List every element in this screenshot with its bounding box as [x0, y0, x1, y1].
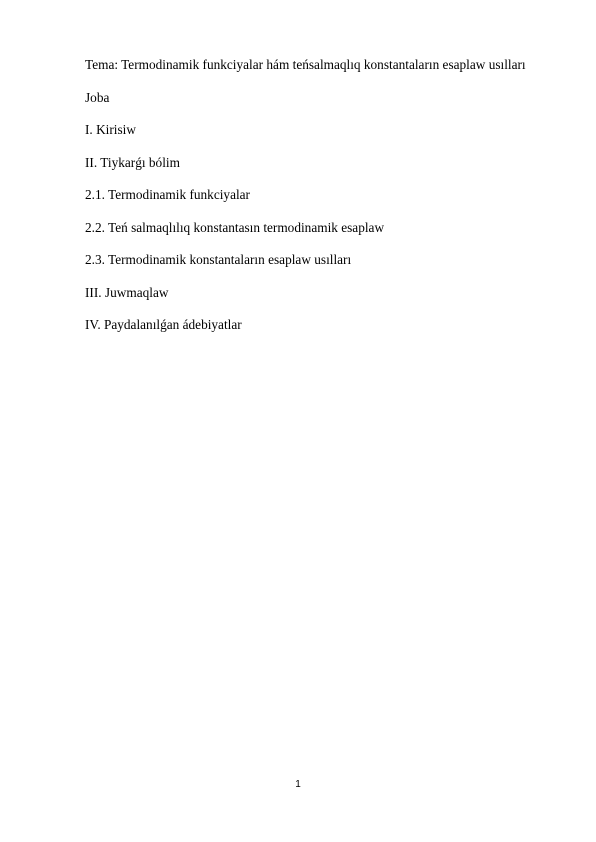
plan-heading: Joba [85, 89, 110, 105]
document-content [85, 57, 565, 350]
plan-item-conclusion: III. Juwmaqlaw [85, 284, 169, 300]
plan-item-2-3: 2.3. Termodinamik konstantaların esaplaw usılları [85, 252, 352, 267]
plan-item-references: IV. Paydalanılǵan ádebiyatlar [85, 317, 242, 332]
topic-title: Tema: Termodinamik funkciyalar hám teńsalmaqlıq konstantaların esaplaw usılları [85, 57, 526, 72]
plan-item-main-part: II. Tiykarǵı bólim [85, 154, 180, 170]
page-number: 1 [295, 779, 301, 790]
plan-item-2-1: 2.1. Termodinamik funkciyalar [85, 187, 250, 202]
plan-item-2-2: 2.2. Teń salmaqlılıq konstantasın termodinamik esaplaw [85, 219, 385, 235]
plan-item-introduction: I. Kirisiw [85, 122, 136, 137]
